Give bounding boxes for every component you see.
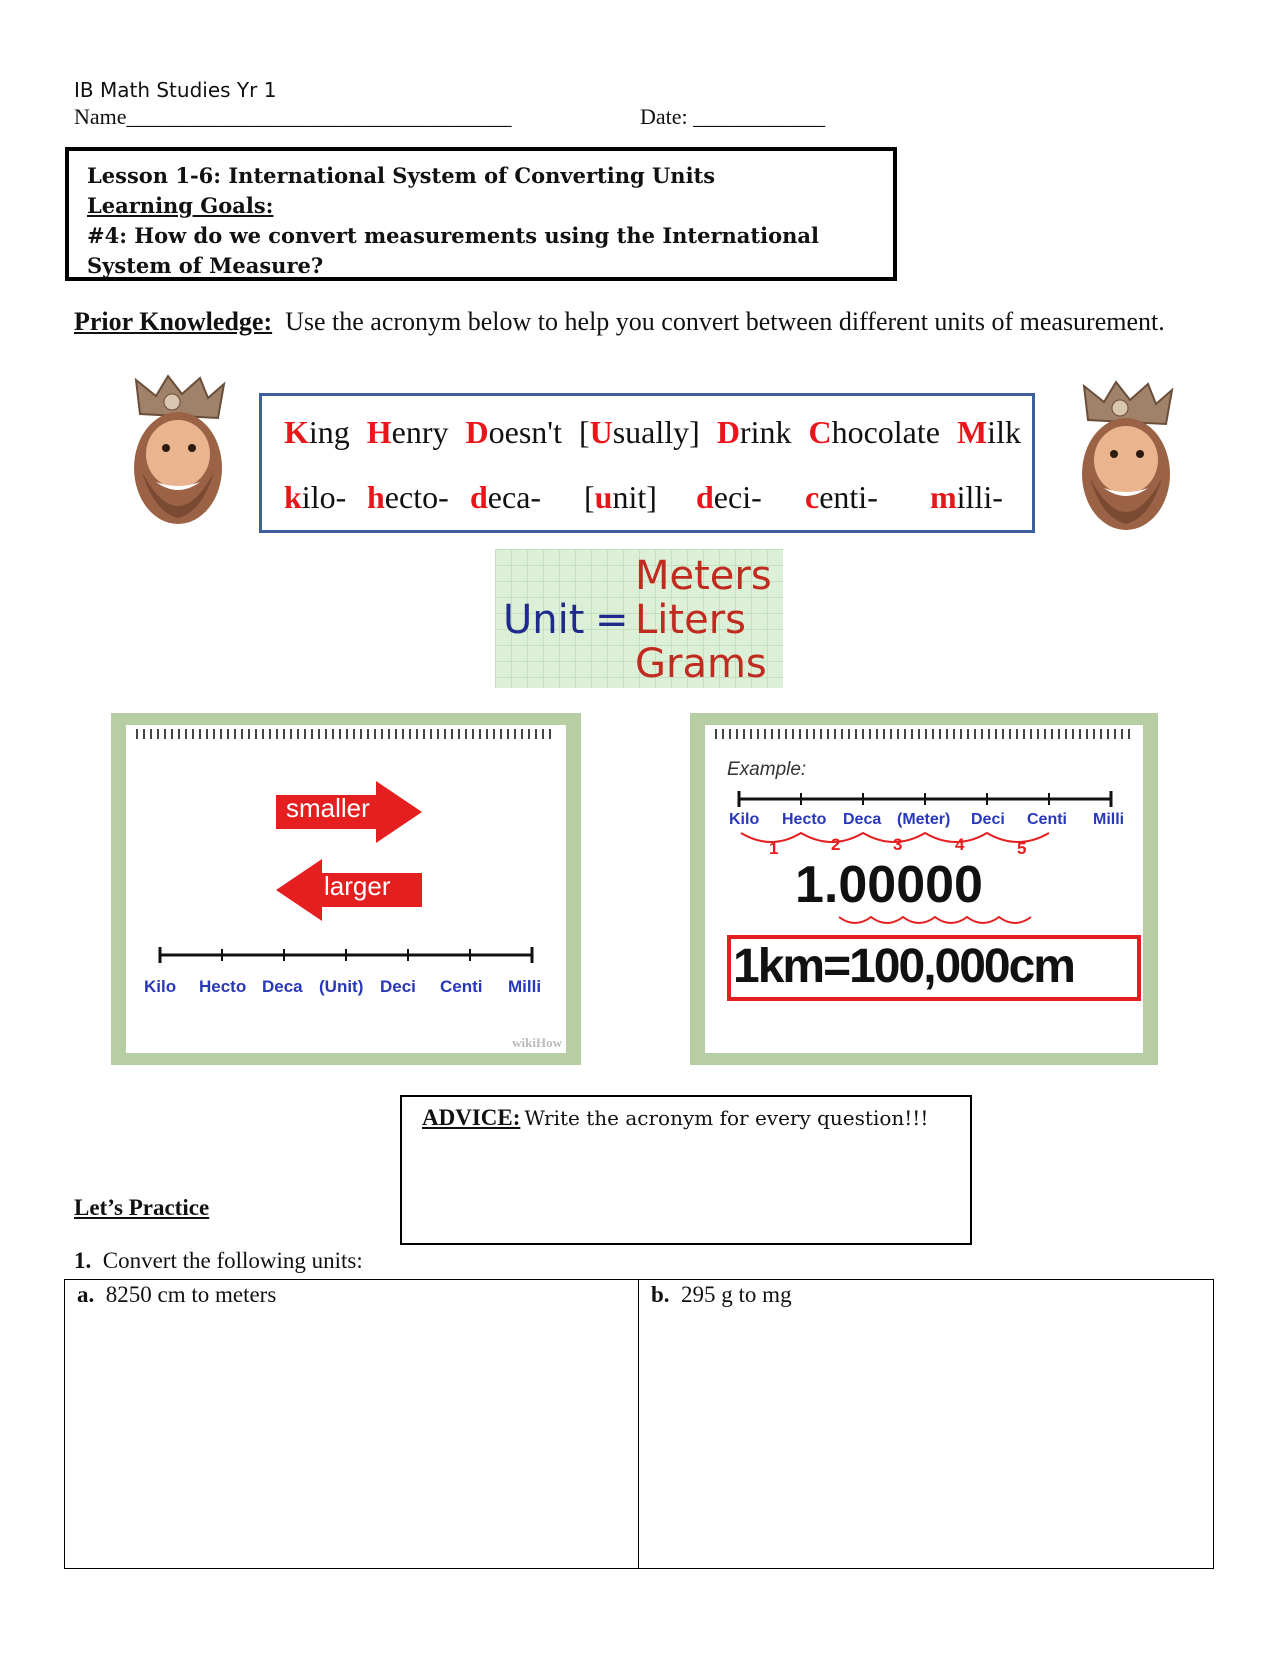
equals-sign: = <box>595 597 629 643</box>
part-label: b. <box>651 1282 670 1307</box>
nl-hecto: Hecto <box>199 977 247 996</box>
acronym-word: [Usually] <box>578 414 700 450</box>
question-number: 1. <box>74 1248 92 1273</box>
unit-label: Unit <box>503 597 585 643</box>
step-5: 5 <box>1017 839 1027 858</box>
learning-goals-heading: Learning Goals: <box>87 193 274 218</box>
lesson-box <box>65 147 897 281</box>
acronym-word: Milk <box>956 414 1021 450</box>
prefix-milli: milli- <box>930 479 1003 515</box>
example-diagram <box>690 713 1158 1065</box>
part-label: a. <box>77 1282 95 1307</box>
unit-liters: Liters <box>635 597 746 643</box>
nl-centi: Centi <box>440 977 483 996</box>
answer-table <box>64 1279 1214 1569</box>
prior-knowledge-text: Use the acronym below to help you convert between different units of measurement. <box>285 307 1165 336</box>
answer-cell-a[interactable] <box>65 1280 639 1568</box>
result-box <box>727 935 1141 1001</box>
prefix-hecto: hecto- <box>367 479 449 515</box>
part-text: 295 g to mg <box>681 1282 792 1307</box>
course-title: IB Math Studies Yr 1 <box>74 78 277 102</box>
example-label: Example: <box>727 759 807 780</box>
step-3: 3 <box>893 835 903 854</box>
result-text: 1km=100,000cm <box>733 940 1074 993</box>
nl-unit: (Unit) <box>319 977 364 996</box>
decimal-hop-icon <box>835 913 1035 929</box>
nl-milli: Milli <box>508 977 542 996</box>
prefix-unit: [unit] <box>584 479 657 515</box>
prefix-centi: centi- <box>805 479 878 515</box>
part-text: 8250 cm to meters <box>105 1282 277 1307</box>
nl-deci: Deci <box>971 811 1005 828</box>
answer-cell-b[interactable] <box>639 1280 1213 1568</box>
step-4: 4 <box>955 835 965 854</box>
acronym-word: Henry <box>366 414 449 450</box>
prior-knowledge <box>74 305 1194 338</box>
unit-meters: Meters <box>635 553 772 599</box>
nl-meter: (Meter) <box>897 811 951 828</box>
acronym-sentence <box>284 414 1021 451</box>
name-field[interactable]: Name___________________________________ <box>74 104 512 129</box>
nl-kilo: Kilo <box>144 977 177 996</box>
acronym-word: King <box>284 414 350 450</box>
advice-text: Write the acronym for every question!!! <box>524 1106 929 1130</box>
prior-knowledge-heading: Prior Knowledge: <box>74 307 273 336</box>
practice-heading: Let’s Practice <box>74 1195 210 1220</box>
advice-box <box>400 1095 972 1245</box>
step-2: 2 <box>831 835 841 854</box>
prefix-deca: deca- <box>470 479 542 515</box>
notebook-spiral <box>136 729 556 739</box>
number-line <box>735 787 1115 811</box>
nl-deci: Deci <box>380 977 416 996</box>
nl-kilo: Kilo <box>729 811 760 828</box>
smaller-label: smaller <box>286 793 370 823</box>
king-mascot-image <box>1060 378 1188 550</box>
date-field[interactable]: Date: ____________ <box>640 104 826 129</box>
question-text: Convert the following units: <box>102 1248 363 1273</box>
larger-label: larger <box>324 871 391 901</box>
nl-hecto: Hecto <box>782 811 827 828</box>
direction-diagram <box>111 713 581 1065</box>
acronym-box <box>259 393 1035 533</box>
step-1: 1 <box>769 839 779 858</box>
nl-deca: Deca <box>843 811 882 828</box>
number-line <box>156 943 536 967</box>
advice-heading: ADVICE: <box>422 1105 521 1130</box>
example-number: 1.00000 <box>795 856 983 914</box>
lesson-title: Lesson 1-6: International System of Converting Units <box>87 163 716 188</box>
prefix-kilo: kilo- <box>284 479 347 515</box>
unit-grams: Grams <box>635 641 767 687</box>
nl-milli: Milli <box>1093 811 1125 828</box>
king-mascot-image <box>112 372 240 544</box>
acronym-word: Chocolate <box>808 414 940 450</box>
wikihow-watermark: wikiHow <box>512 1035 562 1050</box>
learning-goal: #4: How do we convert measurements using the International System of Measure? <box>87 223 819 278</box>
nl-centi: Centi <box>1027 811 1067 828</box>
question-1 <box>74 1248 363 1274</box>
prefix-deci: deci- <box>696 479 762 515</box>
nl-deca: Deca <box>262 977 303 996</box>
notebook-spiral <box>715 729 1133 739</box>
acronym-word: Doesn't <box>465 414 562 450</box>
acronym-word: Drink <box>716 414 792 450</box>
unit-definition-image <box>495 549 783 688</box>
